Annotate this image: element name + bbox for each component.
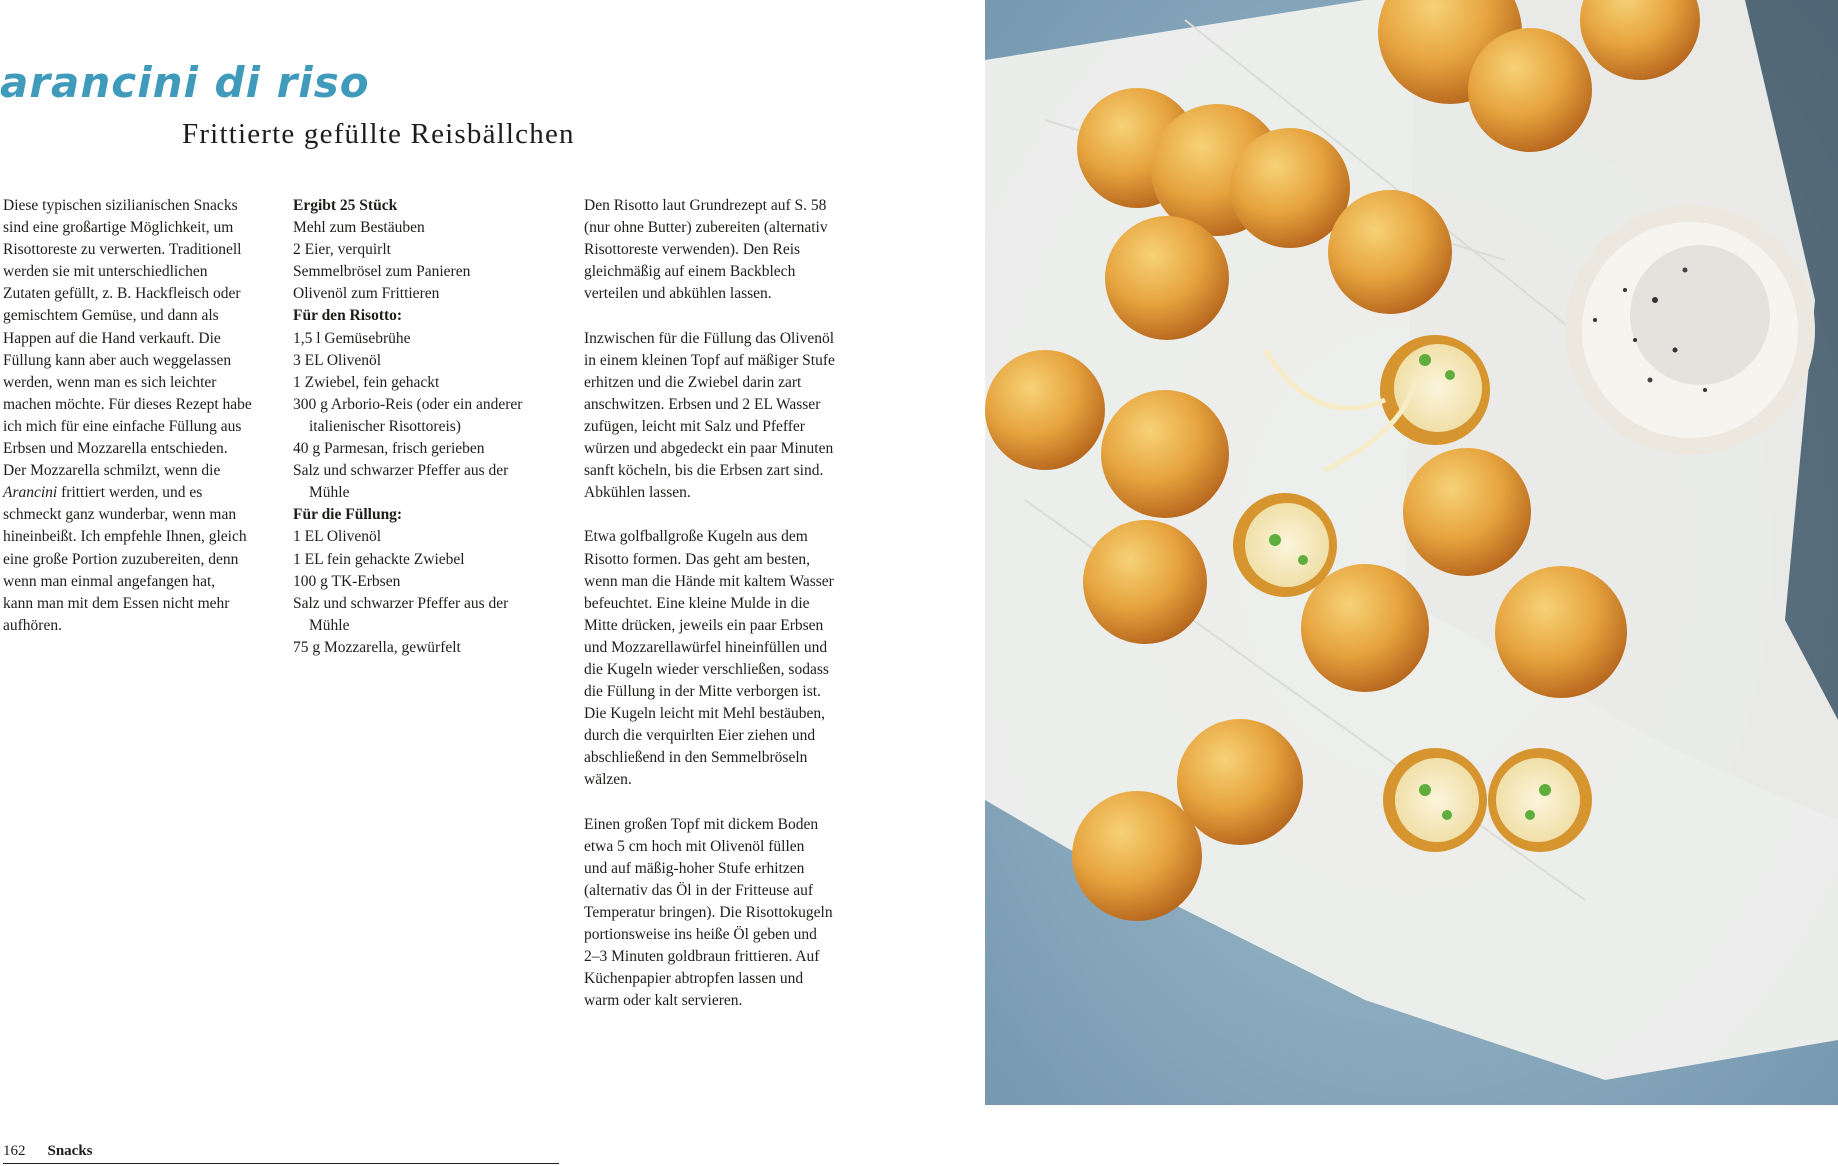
ingredient-item: 40 g Parmesan, frisch gerieben xyxy=(293,440,485,458)
method-line: (nur ohne Butter) zubereiten (alternativ xyxy=(584,219,828,237)
intro-italic-rest: frittiert werden, und es xyxy=(57,484,203,502)
base-ingredients xyxy=(293,217,568,305)
method-line: sanft köcheln, bis die Erbsen zart sind. xyxy=(584,462,824,480)
ingredient-item: Olivenöl zum Frittieren xyxy=(293,285,440,303)
method-line: Die Kugeln leicht mit Mehl bestäuben, xyxy=(584,705,826,723)
filling-ingredients xyxy=(293,526,568,659)
method-column xyxy=(584,195,876,1012)
method-line: Temperatur bringen). Die Risottokugeln xyxy=(584,904,833,921)
intro-line: Füllung kann aber auch weggelassen xyxy=(3,351,232,369)
method-line: wälzen. xyxy=(584,771,632,789)
method-line: die Kugeln wieder verschließen, sodass xyxy=(584,660,829,678)
salt-pepper-dish xyxy=(1565,205,1815,455)
method-step-2 xyxy=(584,328,876,505)
intro-line: werden sie mit unterschiedlichen xyxy=(3,263,208,281)
intro-line: machen möchte. Für dieses Rezept habe xyxy=(3,395,252,413)
method-line: Küchenpapier abtropfen lassen und xyxy=(584,970,804,988)
yield-heading: Ergibt 25 Stück xyxy=(293,197,398,214)
ingredient-item: italienischer Risottoreis) xyxy=(309,417,461,435)
intro-column xyxy=(3,195,278,637)
method-line: und Mozzarellawürfel hineinfüllen und xyxy=(584,638,828,656)
risotto-ingredients xyxy=(293,328,568,505)
intro-text-continued xyxy=(3,504,278,637)
method-line: Risotto formen. Das geht am besten, xyxy=(584,550,810,568)
page-footer xyxy=(3,1143,559,1164)
method-line: würzen und abgedeckt ein paar Minuten xyxy=(584,440,834,458)
intro-line: hineinbeißt. Ich empfehle Ihnen, gleich xyxy=(3,528,247,546)
food-photo xyxy=(985,0,1838,1105)
method-line: anschwitzen. Erbsen und 2 EL Wasser xyxy=(584,395,821,413)
method-line: Inzwischen für die Füllung das Olivenöl xyxy=(584,329,835,347)
method-line: portionsweise ins heiße Öl geben und xyxy=(584,926,817,944)
ingredient-item: 3 EL Olivenöl xyxy=(293,351,382,369)
page-number: 162 xyxy=(3,1143,26,1159)
method-line: Risottoreste verwenden). Den Reis xyxy=(584,241,801,259)
method-line: Abkühlen lassen. xyxy=(584,484,691,502)
intro-line: werden, wenn man es sich leichter xyxy=(3,373,217,391)
ingredient-item: 300 g Arborio-Reis (oder ein anderer xyxy=(293,395,523,413)
intro-line: sind eine großartige Möglichkeit, um xyxy=(3,219,234,237)
method-line: Einen großen Topf mit dickem Boden xyxy=(584,815,819,833)
recipe-subtitle: Frittierte gefüllte Reisbällchen xyxy=(182,118,575,150)
ingredient-item: Semmelbrösel zum Panieren xyxy=(293,263,471,281)
intro-line: Diese typischen sizilianischen Snacks xyxy=(3,197,238,214)
recipe-title: arancini di riso xyxy=(0,58,370,107)
method-line: die Füllung in der Mitte verborgen ist. xyxy=(584,683,821,701)
method-line: 2–3 Minuten goldbraun frittieren. Auf xyxy=(584,948,820,966)
intro-line: schmeckt ganz wunderbar, wenn man xyxy=(3,506,237,524)
method-line: wenn man die Hände mit kaltem Wasser xyxy=(584,572,834,590)
intro-italic-word: Arancini xyxy=(3,484,58,502)
intro-line: eine große Portion zuzubereiten, denn xyxy=(3,550,239,568)
intro-italic-line xyxy=(3,482,278,504)
ingredient-item: Mühle xyxy=(309,616,350,634)
risotto-heading: Für den Risotto: xyxy=(293,307,403,325)
method-line: in einem kleinen Topf auf mäßiger Stufe xyxy=(584,351,835,369)
method-step-3 xyxy=(584,526,876,791)
section-name: Snacks xyxy=(47,1143,93,1159)
method-line: durch die verquirlten Eier ziehen und xyxy=(584,727,816,745)
intro-text xyxy=(3,195,278,482)
method-line: abschließend in den Semmelbröseln xyxy=(584,749,808,767)
intro-line: kann man mit dem Essen nicht mehr xyxy=(3,594,230,612)
method-line: Den Risotto laut Grundrezept auf S. 58 xyxy=(584,197,827,214)
filling-heading: Für die Füllung: xyxy=(293,506,403,524)
method-line: verteilen und abkühlen lassen. xyxy=(584,285,772,303)
ingredient-item: 1,5 l Gemüsebrühe xyxy=(293,329,411,347)
ingredient-item: 100 g TK-Erbsen xyxy=(293,572,401,590)
ingredient-item: Mühle xyxy=(309,484,350,502)
intro-line: gemischtem Gemüse, und dann als xyxy=(3,307,219,325)
ingredient-item: Salz und schwarzer Pfeffer aus der xyxy=(293,594,509,612)
method-line: und auf mäßig-hoher Stufe erhitzen xyxy=(584,859,805,877)
ingredient-item: 2 Eier, verquirlt xyxy=(293,241,391,259)
ingredient-item: Salz und schwarzer Pfeffer aus der xyxy=(293,462,509,480)
ingredient-item: 1 Zwiebel, fein gehackt xyxy=(293,373,440,391)
method-line: zufügen, leicht mit Salz und Pfeffer xyxy=(584,417,805,435)
food-photo-arancini-icon xyxy=(985,0,1838,1105)
intro-line: Der Mozzarella schmilzt, wenn die xyxy=(3,462,221,480)
intro-line: Zutaten gefüllt, z. B. Hackfleisch oder xyxy=(3,285,241,303)
ingredient-item: 1 EL Olivenöl xyxy=(293,528,382,546)
ingredient-item: 1 EL fein gehackte Zwiebel xyxy=(293,550,465,568)
method-step-1 xyxy=(584,195,876,305)
method-line: etwa 5 cm hoch mit Olivenöl füllen xyxy=(584,837,805,855)
intro-line: Risottoreste zu verwerten. Traditionell xyxy=(3,241,242,259)
method-line: (alternativ das Öl in der Fritteuse auf xyxy=(584,881,813,899)
method-line: warm oder kalt servieren. xyxy=(584,992,743,1010)
method-line: Mitte drücken, jeweils ein paar Erbsen xyxy=(584,616,824,634)
intro-line: Happen auf die Hand verkauft. Die xyxy=(3,329,221,347)
method-line: erhitzen und die Zwiebel darin zart xyxy=(584,373,802,391)
method-step-4 xyxy=(584,814,876,1013)
ingredients-column xyxy=(293,195,568,659)
intro-line: ich mich für eine einfache Füllung aus xyxy=(3,417,242,435)
method-line: befeuchtet. Eine kleine Mulde in die xyxy=(584,594,810,612)
intro-line: Erbsen und Mozzarella entschieden. xyxy=(3,440,228,458)
intro-line: wenn man einmal angefangen hat, xyxy=(3,572,216,590)
ingredient-item: 75 g Mozzarella, gewürfelt xyxy=(293,638,461,656)
intro-line: aufhören. xyxy=(3,616,62,634)
method-line: gleichmäßig auf einem Backblech xyxy=(584,263,796,281)
method-line: Etwa golfballgroße Kugeln aus dem xyxy=(584,528,808,546)
ingredient-item: Mehl zum Bestäuben xyxy=(293,219,425,237)
